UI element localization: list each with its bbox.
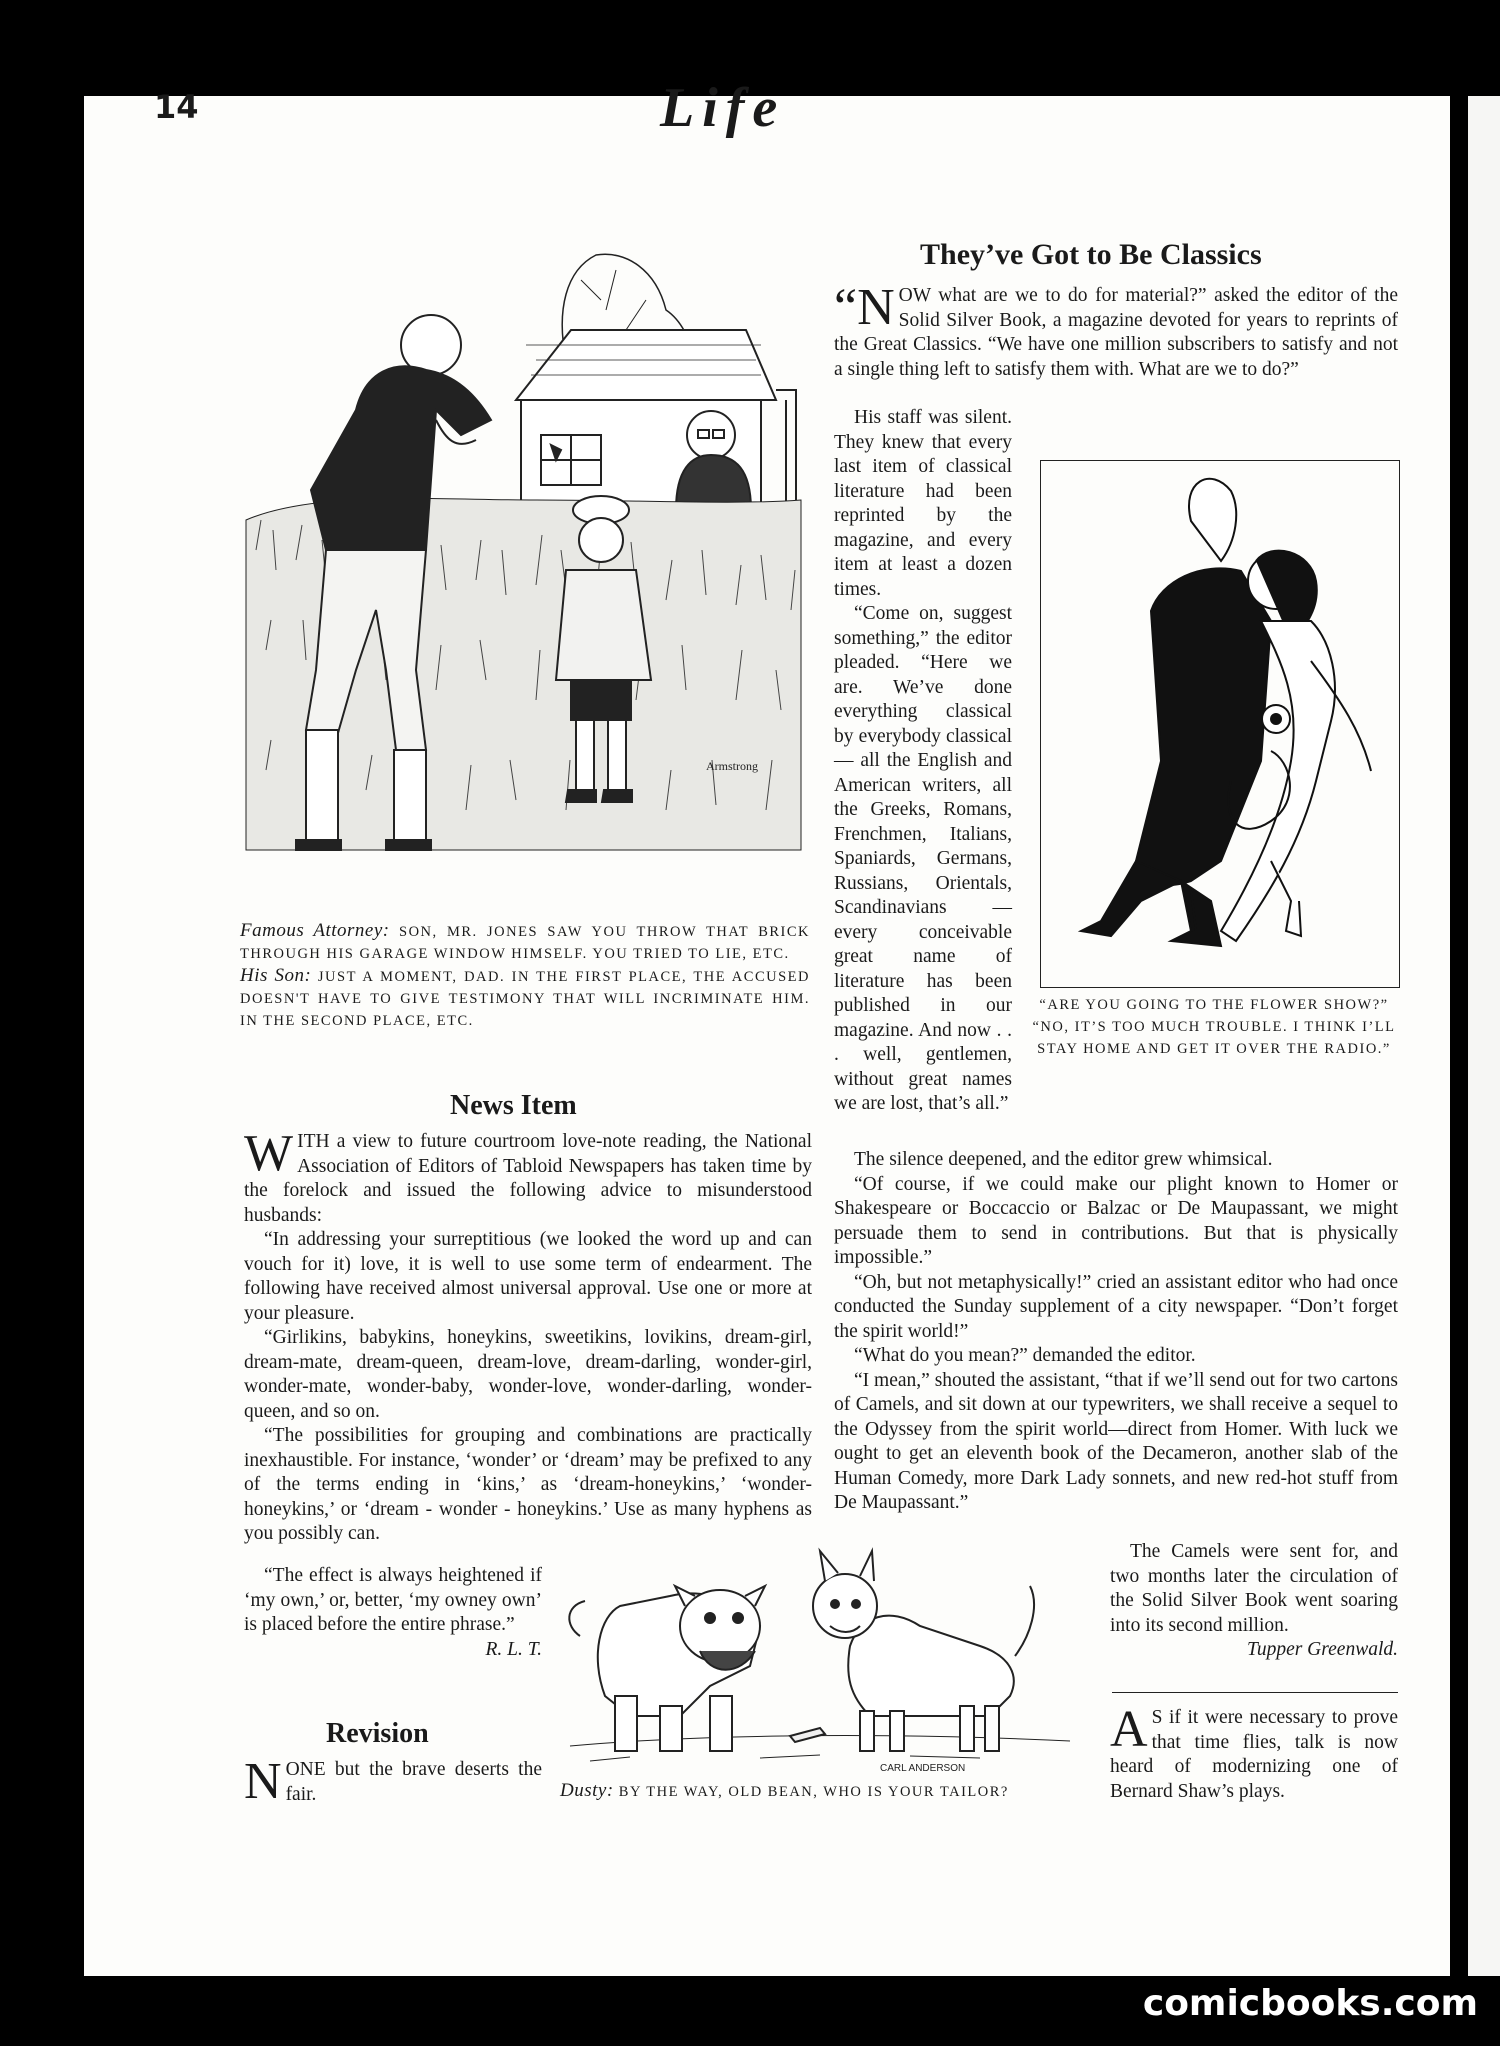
attorney-son-illustration	[236, 250, 806, 910]
revision-body	[244, 1753, 542, 1810]
classics-p6: “Oh, but not metaphysically!” cried an assistant editor who had once conducted the Sunday supplement of a city newspaper. “Don’t forget the spirit world!”	[834, 1271, 1398, 1342]
news-item-title: News Item	[450, 1090, 577, 1121]
classics-continuation	[834, 1148, 1398, 1516]
dancers-illustration	[1040, 460, 1400, 988]
attorney-cartoon-signature: Armstrong	[706, 759, 758, 773]
classics-p4: The silence deepened, and the editor grew whimsical.	[854, 1149, 1273, 1170]
next-page-edge	[1468, 96, 1500, 1976]
dogs-caption	[560, 1780, 1100, 1803]
shaw-divider	[1112, 1692, 1398, 1693]
dancers-caption-line1: “ARE YOU GOING TO THE FLOWER SHOW?”	[1039, 997, 1389, 1013]
dogs-caption-line: BY THE WAY, OLD BEAN, WHO IS YOUR TAILOR?	[618, 1784, 1009, 1800]
classics-p2: His staff was silent. They knew that every last item of classical literature had been reprinted by the magazine, and every item at least a dozen times.	[834, 407, 1012, 600]
classics-intro	[834, 279, 1398, 382]
caption-speaker-son: His Son:	[240, 965, 312, 986]
shaw-text: S if it were necessary to prove that time flies, talk is now heard of modernizing one of Bernard Shaw’s plays.	[1110, 1707, 1398, 1802]
classics-drop-cap: “N	[834, 279, 895, 336]
dogs-cartoon-signature: CARL ANDERSON	[880, 1763, 966, 1774]
masthead-life: Life	[660, 77, 786, 139]
page-number: 14	[154, 88, 199, 126]
caption-speaker-attorney: Famous Attorney:	[240, 920, 390, 941]
news-item-p2: “In addressing your surreptitious (we looked the word up and can vouch for it) love, it is well to use some term of endearment. The following have received almost universal approval. Use one or more at your pleasure.	[244, 1229, 812, 1324]
classics-signature: Tupper Greenwald.	[1247, 1639, 1398, 1660]
dancers-caption-line2: “NO, IT’S TOO MUCH TROUBLE. I THINK I’LL STAY HOME AND GET IT OVER THE RADIO.”	[1032, 1019, 1396, 1057]
classics-p1: OW what are we to do for material?” asked the editor of the Solid Silver Book, a magazine devoted for years to reprints of the Great Classics. “We have one million subscribers to satisfy and not a single thing left to satisfy them with. What are we to do?”	[834, 285, 1398, 380]
classics-narrow-column	[834, 406, 1012, 1117]
dancers-caption	[1030, 994, 1398, 1060]
news-item-body	[244, 1125, 812, 1547]
news-item-tail	[244, 1564, 542, 1662]
news-item-signature: R. L. T.	[485, 1638, 542, 1660]
classics-p8: “I mean,” shouted the assistant, “that if we’ll send out for two cartons of Camels, and sit down at our typewriters, we shall receive a sequel to the Odyssey from the spirit world—direct from Homer. With luck we ought to get an eleventh book of the Decameron, another slab of the Human Comedy, more Dark Lady sonnets, and new red-hot stuff from De Maupassant.”	[834, 1369, 1398, 1513]
revision-drop-cap: N	[244, 1753, 282, 1810]
classics-p3: “Come on, suggest something,” the editor pleaded. “Here we are. We’ve done everything classical by everybody classical — all the English and American writers, all the Greeks, Romans, Frenchmen, Italians, Spaniards, Germans, Russians, Orientals, Scandinavians — every conceivable great name of literature has been published in our magazine. And now . . . well, gentlemen, without great names we are lost, that’s all.”	[834, 603, 1012, 1114]
shaw-drop-cap: A	[1110, 1701, 1148, 1758]
news-item-p5: “The effect is always heightened if ‘my own,’ or, better, ‘my owney own’ is placed before the entire phrase.”	[244, 1565, 542, 1635]
attorney-caption	[240, 920, 810, 1032]
revision-text: ONE but the brave deserts the fair.	[285, 1759, 542, 1805]
news-item-p1: ITH a view to future courtroom love-note reading, the National Association of Editors of Tabloid Newspapers has taken time by the forelock and issued the following advice to misunderstood husbands:	[244, 1131, 812, 1226]
classics-p7: “What do you mean?” demanded the editor.	[854, 1345, 1196, 1366]
caption-speaker-dusty: Dusty:	[560, 1780, 614, 1801]
dogs-illustration	[560, 1546, 1080, 1776]
shaw-squib	[1110, 1701, 1398, 1804]
classics-ending	[1110, 1540, 1398, 1663]
revision-title: Revision	[326, 1718, 429, 1749]
classics-title: They’ve Got to Be Classics	[920, 238, 1262, 271]
news-item-p4: “The possibilities for grouping and combinations are practically inexhaustible. For instance, ‘wonder’ or ‘dream’ may be prefixed to any of the terms ending in ‘kins,’ as ‘dream-honeykins,’ ‘wonder-honeykins,’ or ‘dream - wonder - honeykins.’ Use as many hyphens as you possibly can.	[244, 1425, 812, 1544]
site-watermark: comicbooks.com	[1142, 1983, 1478, 2024]
caption-attorney-line: SON, MR. JONES SAW YOU THROW THAT BRICK THROUGH HIS GARAGE WINDOW HIMSELF. YOU TRIED TO LIE, ETC.	[240, 924, 811, 962]
classics-p5: “Of course, if we could make our plight known to Homer or Shakespeare or Boccaccio or Balzac or De Maupassant, we might persuade them to send in contributions. But that is physically impossible.”	[834, 1173, 1398, 1268]
news-item-drop-cap: W	[244, 1125, 294, 1182]
caption-son-line: JUST A MOMENT, DAD. IN THE FIRST PLACE, THE ACCUSED DOESN'T HAVE TO GIVE TESTIMONY THAT WILL INCRIMINATE HIM. IN THE SECOND PLACE, ETC.	[240, 969, 810, 1029]
news-item-p3: “Girlikins, babykins, honeykins, sweetikins, lovikins, dream-girl, dream-mate, dream-queen, dream-love, dream-darling, wonder-girl, wonder-mate, wonder-baby, wonder-love, wonder-darling, wonder-queen, and so on.	[244, 1327, 812, 1422]
classics-p9: The Camels were sent for, and two months later the circulation of the Solid Silver Book went soaring into its second million.	[1110, 1541, 1398, 1636]
